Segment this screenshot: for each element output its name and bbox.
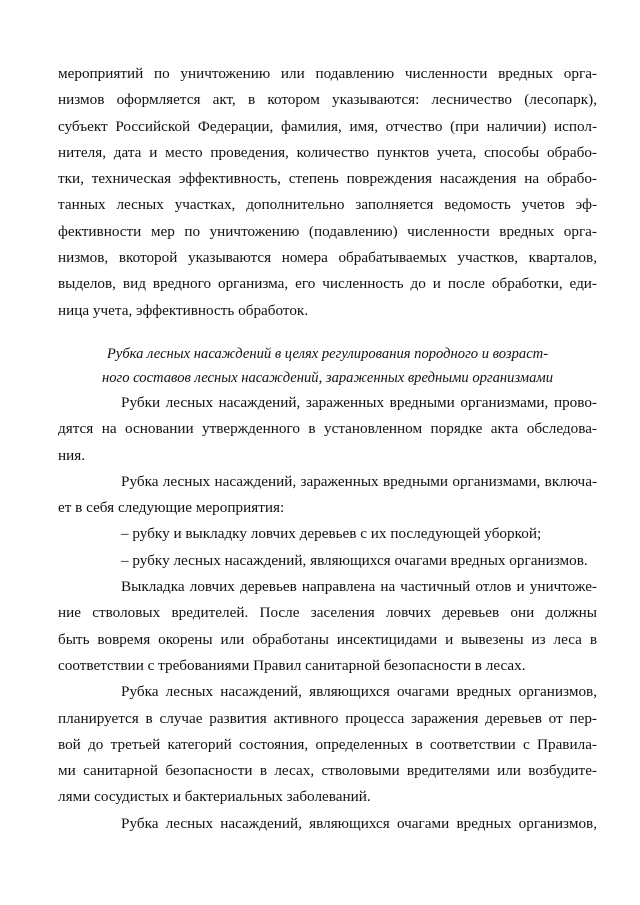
- text-line: мероприятий по уничтожению или подавлению численности вредных орга-: [58, 65, 597, 82]
- text-line: быть вовремя окорены или обработаны инсектицидами и вывезены из леса в: [58, 630, 597, 648]
- document-body: [58, 61, 597, 837]
- text-line: низмов оформляется акт, в котором указываются: лесничество (лесопарк),: [58, 91, 597, 109]
- section-heading: [58, 342, 597, 390]
- text-line: низмов, вкоторой указываются номера обрабатываемых участков, кварталов,: [58, 249, 597, 267]
- paragraph: [58, 469, 597, 522]
- paragraph: [58, 61, 597, 324]
- text-line: ет в себя следующие мероприятия:: [58, 499, 285, 517]
- bullet-list: [58, 521, 597, 574]
- text-line: ния.: [58, 446, 86, 464]
- text-line: Рубка лесных насаждений, являющихся очагами вредных организмов,: [121, 683, 597, 701]
- text-line: планируется в случае развития активного процесса заражения деревьев от пер-: [58, 709, 597, 727]
- heading-line: Рубка лесных насаждений в целях регулирования породного и возраст-: [106, 345, 549, 362]
- text-line: вой до третьей категорий состояния, определенных в соответствии с Правила-: [58, 735, 597, 753]
- text-line: дятся на основании утвержденного в установленном порядке акта обследова-: [58, 420, 597, 438]
- text-line: Рубка лесных насаждений, являющихся очагами вредных организмов,: [121, 814, 597, 832]
- text-line: тки, техническая эффективность, степень повреждения насаждения на обрабо-: [58, 170, 597, 188]
- text-line: ми санитарной безопасности в лесах, стволовыми вредителями или возбудите-: [58, 762, 597, 780]
- text-line: соответствии с требованиями Правил санитарной безопасности в лесах.: [58, 656, 526, 674]
- text-line: ние стволовых вредителей. После заселения ловчих деревьев они должны: [58, 604, 597, 622]
- text-line: выделов, вид вредного организма, его численность до и после обработки, еди-: [58, 275, 597, 293]
- text-line: Выкладка ловчих деревьев направлена на частичный отлов и уничтоже-: [121, 578, 597, 596]
- list-item: – рубку и выкладку ловчих деревьев с их последующей уборкой;: [121, 525, 542, 543]
- paragraph: [58, 574, 597, 679]
- text-line: лями сосудистых и бактериальных заболеваний.: [58, 788, 371, 806]
- text-line: Рубка лесных насаждений, зараженных вредными организмами, включа-: [121, 472, 597, 490]
- text-line: Рубки лесных насаждений, зараженных вредными организмами, прово-: [121, 393, 597, 411]
- text-line: танных лесных участках, дополнительно заполняется ведомость учетов эф-: [58, 196, 597, 214]
- text-line: фективности мер по уничтожению (подавлению) численности вредных орга-: [58, 222, 597, 240]
- paragraph: [58, 390, 597, 469]
- list-item: – рубку лесных насаждений, являющихся очагами вредных организмов.: [121, 551, 588, 569]
- paragraph: [58, 679, 597, 810]
- heading-line: ного составов лесных насаждений, зараженных вредными организмами: [101, 369, 554, 386]
- paragraph: [58, 811, 597, 837]
- text-line: ница учета, эффективность обработок.: [58, 301, 309, 319]
- text-line: нителя, дата и место проведения, количество пунктов учета, способы обрабо-: [58, 143, 597, 161]
- spacer: [58, 324, 597, 342]
- text-line: субъект Российской Федерации, фамилия, имя, отчество (при наличии) испол-: [58, 117, 597, 135]
